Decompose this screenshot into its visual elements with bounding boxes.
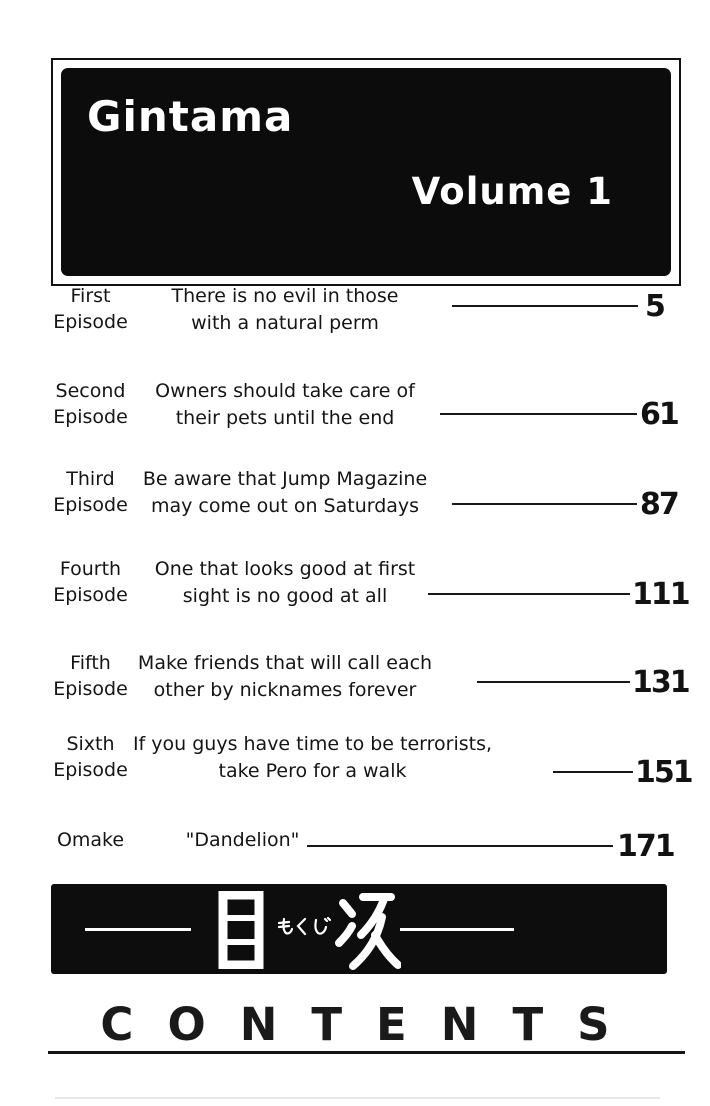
episode-label-line: Episode <box>53 494 128 516</box>
episode-label <box>48 283 133 335</box>
volume-label: Volume 1 <box>411 170 613 213</box>
episode-label <box>48 466 133 518</box>
episode-title-line: Be aware that Jump Magazine <box>142 468 428 490</box>
episode-title <box>130 731 495 785</box>
page-bottom-rule <box>55 1097 660 1099</box>
episode-label-line: Episode <box>53 406 128 428</box>
leader-rule <box>440 413 637 415</box>
episode-label <box>48 827 133 853</box>
episode-title-line: with a natural perm <box>191 312 379 334</box>
page-number: 131 <box>632 665 689 700</box>
kanji-tsugi-icon <box>335 887 401 973</box>
banner-dash-right <box>400 928 514 931</box>
furigana-mokuji-icon <box>275 917 331 937</box>
leader-rule <box>553 771 633 773</box>
episode-title-line: "Dandelion" <box>185 829 300 851</box>
page-number: 171 <box>617 829 674 864</box>
episode-label-line: Episode <box>53 678 128 700</box>
banner-dash-left <box>85 928 191 931</box>
page-number: 87 <box>640 487 678 522</box>
toc-entry-second-episode <box>0 378 710 468</box>
episode-label <box>48 650 133 702</box>
episode-title-line: There is no evil in those <box>171 285 399 307</box>
episode-title-line: may come out on Saturdays <box>150 495 420 517</box>
episode-label <box>48 556 133 608</box>
toc-entry-fifth-episode <box>0 650 710 740</box>
leader-rule <box>477 681 630 683</box>
episode-label-line: Omake <box>56 829 125 851</box>
episode-title-line: sight is no good at all <box>182 585 388 607</box>
episode-title-line: One that looks good at first <box>154 558 416 580</box>
episode-title-line: Make friends that will call each <box>137 652 433 674</box>
episode-title-line: their pets until the end <box>175 407 395 429</box>
page-number: 151 <box>635 755 692 790</box>
episode-label <box>48 378 133 430</box>
series-title: Gintama <box>87 92 294 141</box>
title-frame <box>51 58 681 286</box>
toc-entry-sixth-episode <box>0 731 710 821</box>
contents-underline <box>48 1051 685 1054</box>
episode-title-line: Owners should take care of <box>155 380 415 402</box>
toc-entry-first-episode <box>0 283 710 373</box>
leader-rule <box>452 503 637 505</box>
toc-entry-fourth-episode <box>0 556 710 646</box>
episode-title <box>130 283 440 337</box>
episode-label-line: Sixth <box>66 733 115 755</box>
episode-label-line: First <box>70 285 111 307</box>
episode-label-line: Episode <box>53 759 128 781</box>
mokuji-banner <box>51 884 667 974</box>
episode-title-line: other by nicknames forever <box>153 679 417 701</box>
episode-label-line: Third <box>66 468 115 490</box>
contents-heading: CONTENTS <box>100 998 644 1051</box>
episode-title <box>130 650 440 704</box>
episode-title <box>130 466 440 520</box>
episode-label-line: Fourth <box>59 558 122 580</box>
page-number: 5 <box>645 289 664 324</box>
leader-rule <box>452 305 638 307</box>
episode-title-line: take Pero for a walk <box>218 760 407 782</box>
toc-entry-third-episode <box>0 466 710 556</box>
episode-label-line: Episode <box>53 311 128 333</box>
page-number: 61 <box>640 397 678 432</box>
page-number: 111 <box>632 577 689 612</box>
leader-rule <box>307 845 613 847</box>
episode-label-line: Fifth <box>70 652 111 674</box>
episode-label-line: Second <box>55 380 126 402</box>
episode-title <box>130 556 440 610</box>
episode-title <box>130 827 355 854</box>
leader-rule <box>428 593 630 595</box>
episode-label-line: Episode <box>53 584 128 606</box>
kanji-me-icon <box>217 891 265 969</box>
episode-title <box>130 378 440 432</box>
episode-label <box>48 731 133 783</box>
title-box <box>61 68 671 276</box>
episode-title-line: If you guys have time to be terrorists, <box>132 733 493 755</box>
